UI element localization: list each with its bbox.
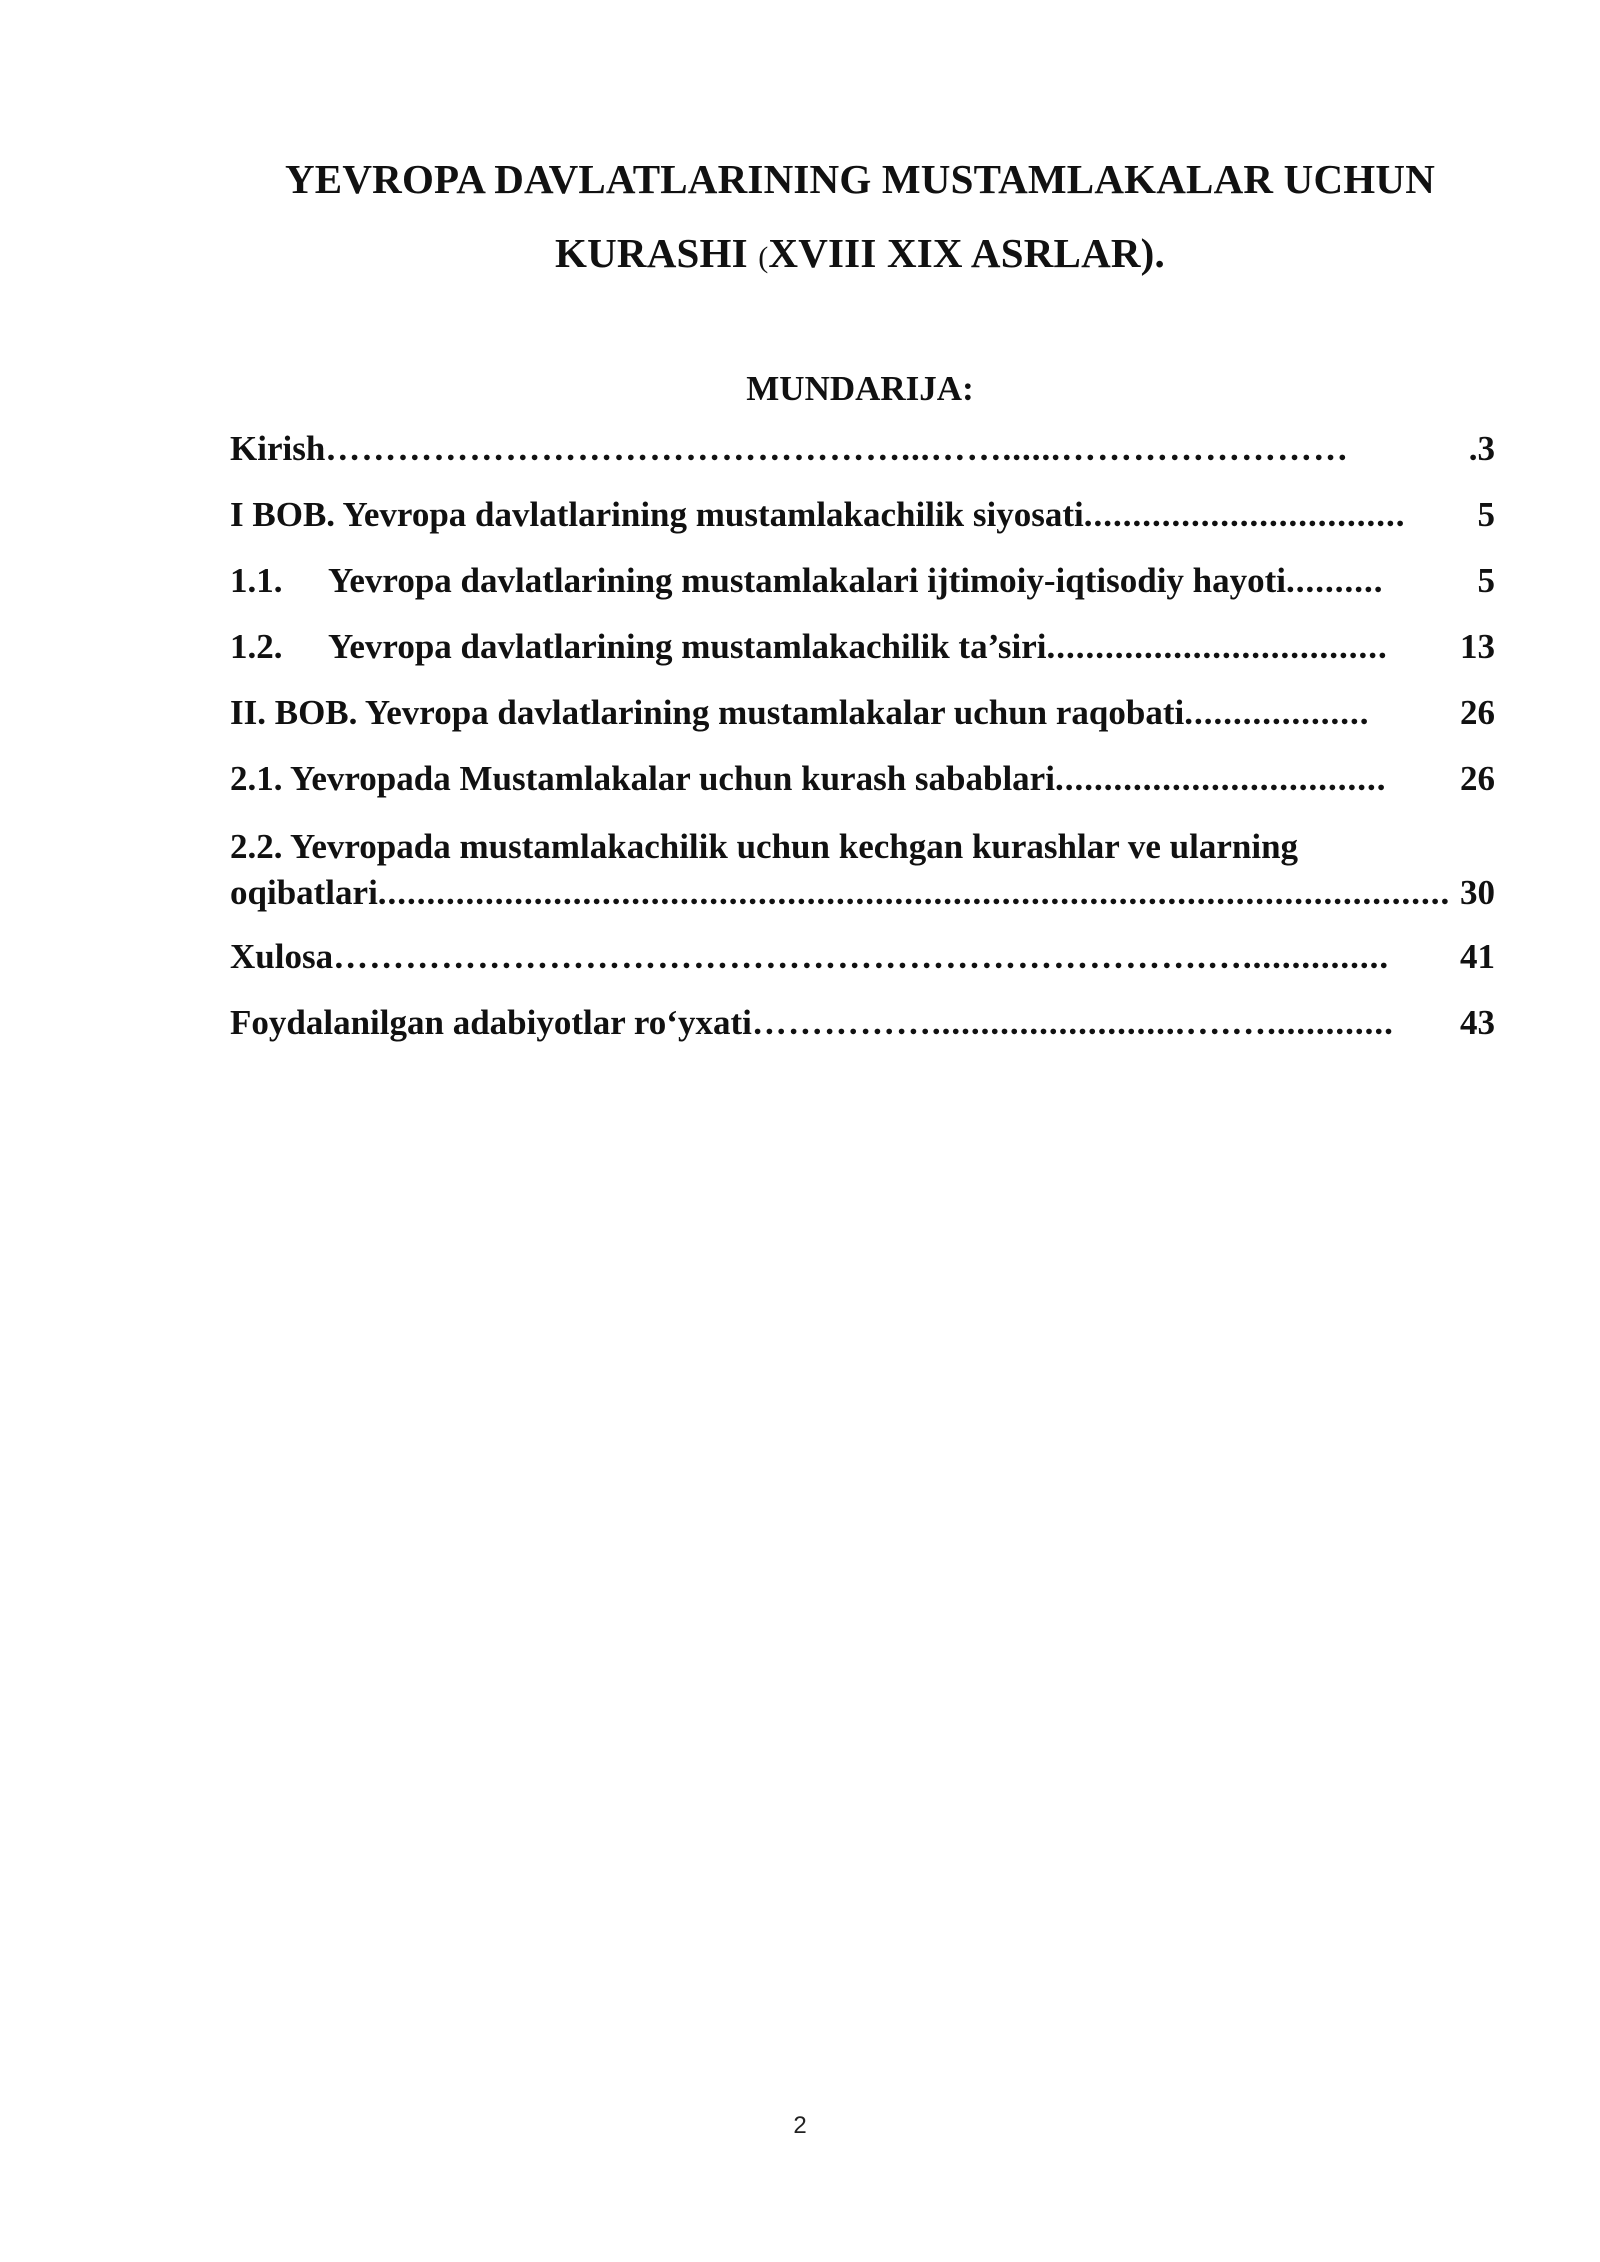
page-number: 2 — [793, 2112, 807, 2139]
toc-entry-chapter-2[interactable] — [230, 692, 1495, 758]
toc-page-number: 26 — [1460, 759, 1495, 798]
toc-leader-dots: .......... — [1286, 561, 1384, 600]
toc-entry-label: Yevropa davlatlarining mustamlakachilik ta’siri — [328, 627, 1047, 666]
table-of-contents — [230, 428, 1495, 1068]
toc-leader-dots: …………………………………………...……......…………………… — [325, 429, 1350, 468]
toc-entry-label: I BOB. Yevropa davlatlarining mustamlakachilik siyosati — [230, 495, 1084, 534]
toc-entry-kirish[interactable] — [230, 428, 1495, 494]
toc-entry-xulosa[interactable] — [230, 936, 1495, 1002]
toc-leader-dots: ……………..........................….…............. — [751, 1003, 1394, 1042]
toc-entry-label: 2.1. Yevropada Mustamlakalar uchun kurash sabablari — [230, 759, 1055, 798]
toc-entry-bibliography[interactable] — [230, 1002, 1495, 1068]
toc-page-number: 26 — [1460, 693, 1495, 732]
toc-leader-dots: ................................... — [1046, 627, 1388, 666]
toc-page-number: 5 — [1477, 561, 1495, 600]
toc-entry-label: Kirish — [230, 429, 326, 468]
title-paren: ( — [758, 241, 769, 274]
toc-entry-line-2 — [230, 870, 1495, 916]
toc-entry-label: Foydalanilgan adabiyotlar ro‘yxati — [230, 1003, 752, 1042]
toc-leader-dots: ................................. — [1083, 495, 1406, 534]
toc-entry-label: II. BOB. Yevropa davlatlarining mustamlakalar uchun raqobati — [230, 693, 1185, 732]
toc-leader-dots: .............................................................................................................. — [377, 873, 1451, 912]
toc-page-number: 5 — [1477, 495, 1495, 534]
toc-entry-chapter-1[interactable] — [230, 494, 1495, 560]
toc-page-number: 13 — [1460, 627, 1495, 666]
toc-leader-dots: ……………………………………………………………….…............... — [333, 937, 1390, 976]
toc-entry-section-1-1[interactable] — [230, 560, 1495, 626]
toc-heading: MUNDARIJA: — [746, 369, 974, 408]
title-line-2-rest: XVIII XIX ASRLAR). — [768, 230, 1165, 276]
title-line-2 — [180, 216, 1540, 295]
toc-entry-label: Xulosa — [230, 937, 334, 976]
toc-page-number: .3 — [1468, 429, 1495, 468]
toc-entry-section-2-2[interactable] — [230, 824, 1495, 936]
toc-entry-label: Yevropa davlatlarining mustamlakalari ijtimoiy-iqtisodiy hayoti — [328, 561, 1287, 600]
toc-entry-section-2-1[interactable] — [230, 758, 1495, 824]
toc-page-number: 43 — [1460, 1003, 1495, 1042]
title-line-2-main: KURASHI — [554, 230, 759, 276]
toc-entry-label-line-1: 2.2. Yevropada mustamlakachilik uchun kechgan kurashlar ve ularning — [230, 827, 1299, 866]
title-line-1: YEVROPA DAVLATLARINING MUSTAMLAKALAR UCHUN — [284, 156, 1435, 202]
document-title — [180, 142, 1540, 295]
toc-leader-dots: ................... — [1184, 693, 1370, 732]
toc-page-number: 30 — [1460, 873, 1495, 912]
toc-entry-label-line-2: oqibatlari — [230, 873, 378, 912]
toc-section-number: 1.1. — [230, 561, 283, 600]
toc-section-number: 1.2. — [230, 627, 283, 666]
toc-page-number: 41 — [1460, 937, 1495, 976]
toc-leader-dots: .................................. — [1054, 759, 1387, 798]
toc-entry-section-1-2[interactable] — [230, 626, 1495, 692]
